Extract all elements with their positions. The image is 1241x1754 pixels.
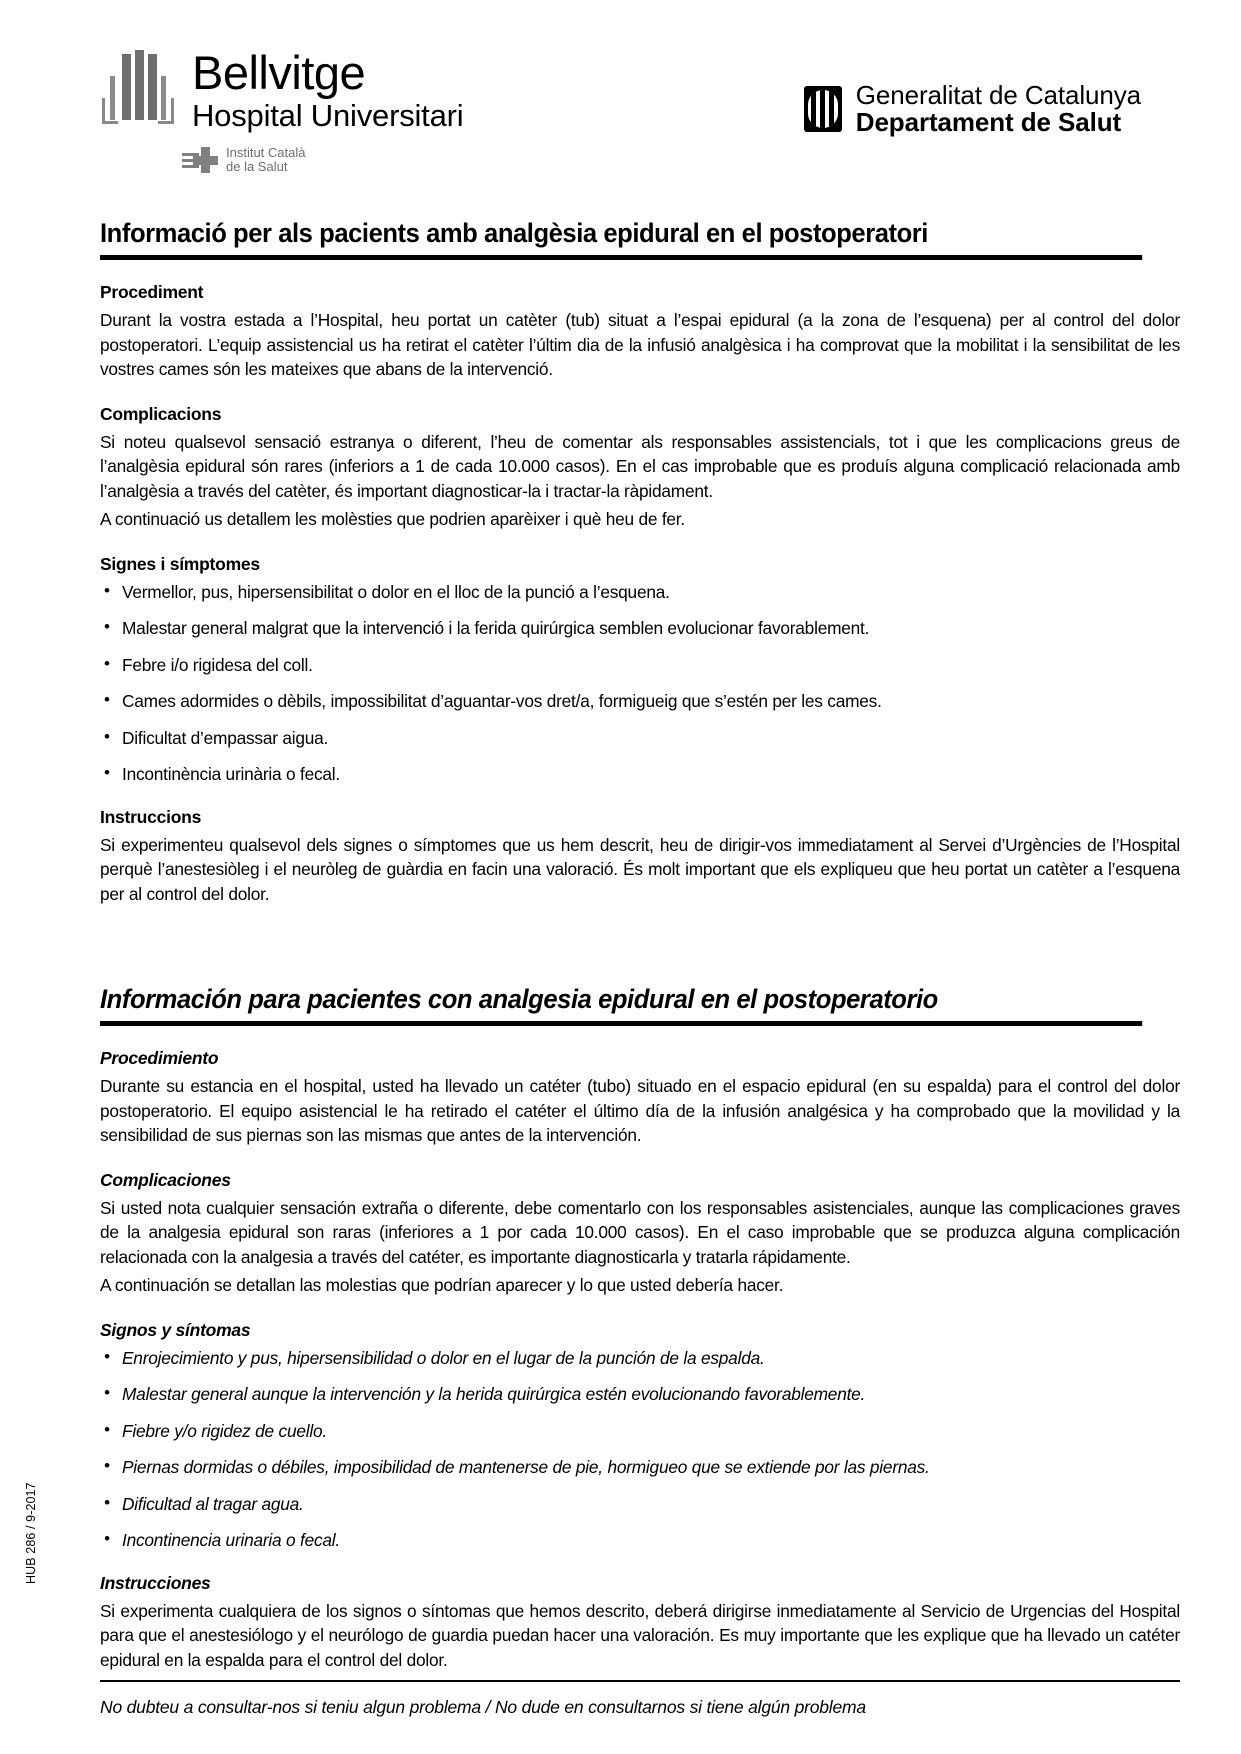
catalan-coat-of-arms-icon: [804, 86, 842, 132]
ics-line-1: Institut Català: [226, 145, 306, 160]
list-item: • Vermellor, pus, hipersensibilitat o dolor en el lloc de la punció a l’esquena.: [100, 580, 1180, 605]
spanish-complicaciones-heading: Complicaciones: [100, 1169, 231, 1190]
spanish-complicaciones-block: [100, 1170, 1180, 1298]
list-item: • Incontinencia urinaria o fecal.: [100, 1528, 1180, 1553]
document-header: [0, 0, 1241, 200]
spanish-procedimiento-block: [100, 1048, 1180, 1148]
catalan-signes-heading: Signes i símptomes: [100, 553, 260, 574]
list-item: • Malestar general malgrat que la intervenció i la ferida quirúrgica semblen evolucionar favorablement.: [100, 616, 1180, 641]
generalitat-line-1: Generalitat de Catalunya: [855, 80, 1141, 110]
spanish-title: Información para pacientes con analgesia epidural en el postoperatorio: [100, 984, 1142, 1026]
document-content: [100, 218, 1180, 1694]
institut-catala-salut-logo: [182, 145, 306, 175]
catalan-procediment-block: [100, 282, 1180, 382]
list-item: • Cames adormides o dèbils, impossibilitat d’aguantar-vos dret/a, formigueig que s’estén per les cames.: [100, 689, 1180, 714]
spanish-signos-block: [100, 1320, 1180, 1553]
spanish-instrucciones-block: [100, 1573, 1180, 1673]
list-item: • Dificultad al tragar agua.: [100, 1492, 1180, 1517]
spanish-complicaciones-paragraph-1: Si usted nota cualquier sensación extraña o diferente, debe comentarlo con los responsables asistenciales, aunque las complicaciones graves de la analgesia epidural son raras (inferiores a 1 por cada 10.000 casos). En el caso improbable que se produzca alguna complicación relacionada con la analgesia a través del catéter, es importante diagnosticarla y tratarla rápidamente.: [100, 1197, 1180, 1267]
spanish-section: [100, 984, 1180, 1672]
ics-line-2: de la Salut: [226, 159, 288, 174]
catalan-instruccions-paragraph: Si experimenteu qualsevol dels signes o símptomes que us hem descrit, heu de dirigir-vos immediatament al Servei d’Urgències de l’Hospital perquè l’anestesiòleg i el neuròleg de guàrdia en facin una valoració. És molt important que els expliqueu que heu portat un catèter a l’esquena per al control del dolor.: [100, 834, 1180, 904]
catalan-symptom-list: [100, 580, 1180, 787]
generalitat-line-2: Departament de Salut: [855, 107, 1122, 138]
list-item: • Febre i/o rigidesa del coll.: [100, 653, 1180, 678]
building-mark-icon: [100, 52, 178, 134]
spanish-procedimiento-paragraph: Durante su estancia en el hospital, usted ha llevado un catéter (tubo) situado en el espacio epidural (en su espalda) para el control del dolor postoperatorio. El equipo asistencial le ha retirado el catéter el último día de la infusión analgésica y ha comprobado que la movilidad y la sensibilidad de sus piernas son las mismas que antes de la intervención.: [100, 1076, 1180, 1145]
list-item: • Fiebre y/o rigidez de cuello.: [100, 1419, 1180, 1444]
spanish-signos-heading: Signos y síntomas: [100, 1319, 251, 1340]
footer-divider: [100, 1680, 1180, 1682]
catalan-complicacions-paragraph-1: Si noteu qualsevol sensació estranya o diferent, l’heu de comentar als responsables assistencials, tot i que les complicacions greus de l’analgèsia epidural són rares (inferiors a 1 de cada 10.000 casos). En el cas improbable que es produís alguna complicació relacionada amb l’analgèsia a través del catèter, és important diagnosticar-la i tractar-la ràpidament.: [100, 431, 1180, 501]
catalan-signes-block: [100, 554, 1180, 787]
spanish-instrucciones-heading: Instrucciones: [100, 1572, 211, 1593]
spanish-procedimiento-heading: Procedimiento: [100, 1048, 219, 1068]
generalitat-catalunya-logo: [804, 82, 1141, 137]
bellvitge-name: Bellvitge: [192, 46, 366, 99]
catalan-procediment-heading: Procediment: [100, 282, 204, 302]
bellvitge-hospital-logo: [100, 48, 463, 134]
footer-note: No dubteu a consultar-nos si teniu algun problema / No dude en consultarnos si tiene algún problema: [100, 1697, 866, 1717]
spanish-symptom-list: [100, 1346, 1180, 1553]
catalan-instruccions-block: [100, 807, 1180, 907]
spanish-complicaciones-paragraph-2: A continuación se detallan las molestias que podrían aparecer y lo que usted debería hacer.: [100, 1275, 784, 1295]
catalan-complicacions-block: [100, 404, 1180, 532]
bellvitge-subtitle: Hospital Universitari: [192, 98, 464, 133]
catalan-title: Informació per als pacients amb analgèsia epidural en el postoperatori: [100, 218, 1142, 260]
section-separator: [100, 928, 1180, 984]
list-item: • Malestar general aunque la intervención y la herida quirúrgica estén evolucionando favorablemente.: [100, 1382, 1180, 1407]
list-item: • Dificultat d’empassar aigua.: [100, 726, 1180, 751]
document-reference-code: HUB 286 / 9-2017: [24, 1482, 38, 1584]
catalan-complicacions-paragraph-2: A continuació us detallem les molèsties que podrien aparèixer i què heu de fer.: [100, 509, 685, 529]
catalan-section: [100, 218, 1180, 906]
list-item: • Enrojecimiento y pus, hipersensibilidad o dolor en el lugar de la punción de la espalda.: [100, 1346, 1180, 1371]
list-item: • Piernas dormidas o débiles, imposibilidad de mantenerse de pie, hormigueo que se extiende por las piernas.: [100, 1455, 1180, 1480]
catalan-complicacions-heading: Complicacions: [100, 403, 222, 424]
medical-cross-icon: [182, 145, 218, 175]
spanish-instrucciones-paragraph: Si experimenta cualquiera de los signos o síntomas que hemos descrito, deberá dirigirse inmediatamente al Servicio de Urgencias del Hospital para que el anestesiólogo y el neurólogo de guardia puedan hacer una valoración. Es muy importante que les explique que ha llevado un catéter epidural en la espalda para el control del dolor.: [100, 1600, 1180, 1670]
list-item: • Incontinència urinària o fecal.: [100, 762, 1180, 787]
catalan-procediment-paragraph: Durant la vostra estada a l’Hospital, heu portat un catèter (tub) situat a l’espai epidural (a la zona de l’esquena) per al control del dolor postoperatori. L’equip assistencial us ha retirat el catèter l’últim dia de la infusió analgèsica i ha comprovat que la mobilitat i la sensibilitat de les vostres cames són les mateixes que abans de la intervenció.: [100, 310, 1180, 379]
catalan-instruccions-heading: Instruccions: [100, 806, 202, 827]
